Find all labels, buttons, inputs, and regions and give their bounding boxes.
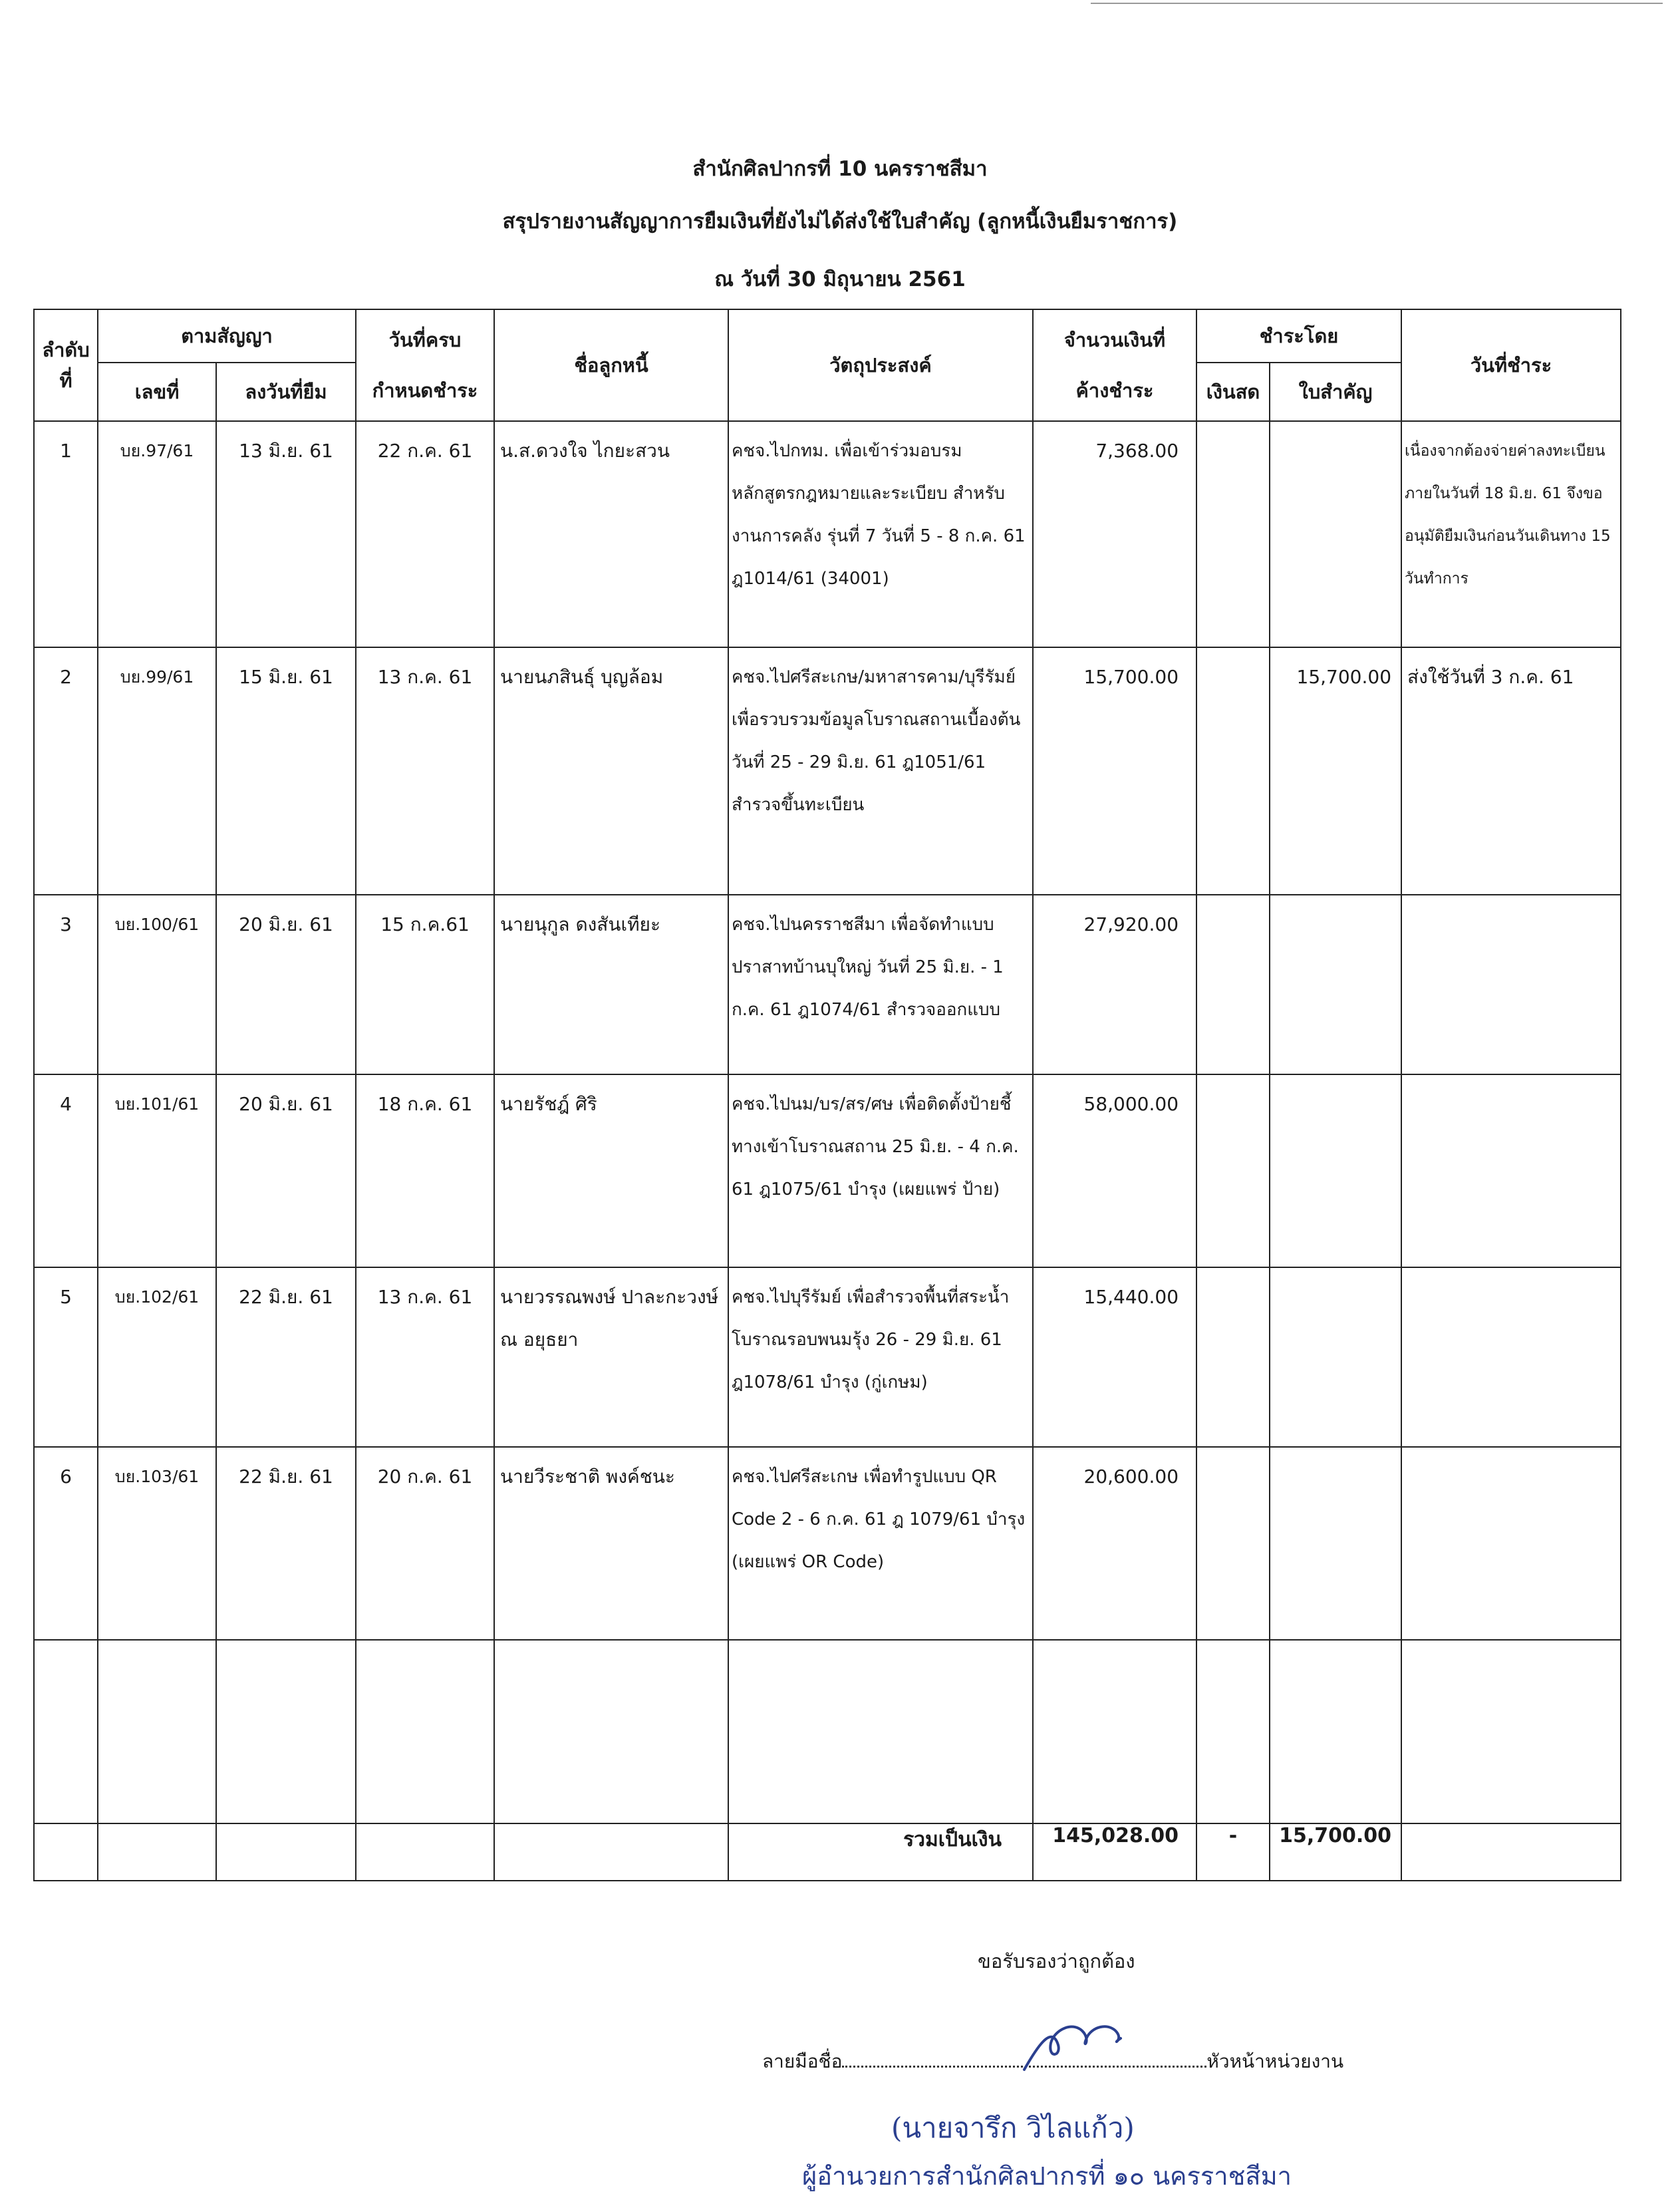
row-due-date: 15 ก.ค.61 [380, 913, 470, 935]
row-voucher [1270, 1075, 1401, 1088]
row-purpose: คชจ.ไปศรีสะเกษ/มหาสารคาม/บุรีรัมย์ เพื่อรวบรวมข้อมูลโบราณสถานเบื้องต้น วันที่ 25 - 29 มิ.ย. 61 ฎ1051/61 สำรวจขึ้นทะเบียน [732, 667, 1021, 815]
row-amount: 7,368.00 [1095, 440, 1179, 462]
report-title: สรุปรายงานสัญญาการยืมเงินที่ยังไม่ได้ส่งใช้ใบสำคัญ (ลูกหนี้เงินยืมราชการ) [502, 210, 1178, 234]
row-paid-date: เนื่องจากต้องจ่ายค่าลงทะเบียนภายในวันที่ 18 มิ.ย. 61 จึงขออนุมัติยืมเงินก่อนวันเดินทาง 15 วันทำการ [1405, 442, 1611, 587]
row-contract-date: 20 มิ.ย. 61 [239, 1093, 333, 1115]
row-paid-date [1402, 1075, 1620, 1088]
row-debtor: นายวีระชาติ พงค์ชนะ [500, 1466, 675, 1488]
header-contract-date: ลงวันที่ยืม [216, 363, 356, 421]
row-seq: 3 [60, 913, 72, 935]
header-purpose: วัตถุประสงค์ [728, 309, 1033, 421]
row-purpose: คชจ.ไปนม/บร/สร/ศษ เพื่อติดตั้งป้ายชี้ทางเข้าโบราณสถาน 25 มิ.ย. - 4 ก.ค. 61 ฎ1075/61 บำรุง (เผยแพร่ ป้าย) [732, 1094, 1019, 1199]
row-paid-date [1402, 1268, 1620, 1281]
header-paid-cash: เงินสด [1196, 363, 1270, 421]
row-purpose: คชจ.ไปนครราชสีมา เพื่อจัดทำแบบปราสาทบ้านบุใหญ่ วันที่ 25 มิ.ย. - 1 ก.ค. 61 ฎ1074/61 สำรวจออกแบบ [732, 915, 1004, 1020]
row-amount: 58,000.00 [1083, 1093, 1179, 1115]
signer-name: (นายจารึก วิไลแก้ว) [891, 2112, 1135, 2144]
row-contract-date: 20 มิ.ย. 61 [239, 913, 333, 935]
row-amount: 27,920.00 [1083, 913, 1179, 935]
row-cash [1197, 895, 1269, 909]
row-paid-date: ส่งใช้วันที่ 3 ก.ค. 61 [1407, 666, 1574, 688]
row-contract-no: บย.101/61 [114, 1094, 200, 1114]
signer-title: ผู้อำนวยการสำนักศิลปากรที่ ๑๐ นครราชสีมา [802, 2161, 1292, 2191]
table-row [34, 1447, 1621, 1640]
table-row [34, 1074, 1621, 1267]
sign-label: ลายมือชื่อ [762, 2050, 843, 2072]
row-cash [1197, 1448, 1269, 1461]
row-amount: 20,600.00 [1083, 1466, 1179, 1488]
row-seq: 4 [60, 1093, 72, 1115]
header-seq-bottom: ที่ [59, 369, 72, 392]
row-contract-date: 13 มิ.ย. 61 [239, 440, 333, 462]
header-due-top: วันที่ครบ [388, 329, 462, 351]
row-contract-date: 22 มิ.ย. 61 [239, 1286, 333, 1308]
certify-text: ขอรับรองว่าถูกต้อง [978, 1950, 1135, 1972]
row-paid-date [1402, 895, 1620, 909]
row-purpose: คชจ.ไปบุรีรัมย์ เพื่อสำรวจพื้นที่สระน้ำโบราณรอบพนมรุ้ง 26 - 29 มิ.ย. 61 ฎ1078/61 บำรุง (กู่เกษม) [732, 1287, 1010, 1392]
header-amount-bottom: ค้างชำระ [1075, 379, 1154, 402]
row-debtor: นายนุกูล ดงสันเทียะ [500, 913, 660, 935]
row-voucher: 15,700.00 [1296, 666, 1392, 688]
loan-summary-table [33, 309, 1621, 1881]
total-amount: 145,028.00 [1052, 1824, 1179, 1847]
row-due-date: 13 ก.ค. 61 [377, 1286, 473, 1308]
row-contract-date: 22 มิ.ย. 61 [239, 1466, 333, 1488]
header-paid-date: วันที่ชำระ [1401, 309, 1621, 421]
header-contract: ตามสัญญา [98, 309, 356, 363]
row-debtor: นายนภสินธุ์ บุญล้อม [500, 666, 664, 688]
row-debtor: นายวรรณพงษ์ ปาละกะวงษ์ ณ อยุธยา [500, 1286, 719, 1350]
row-seq: 6 [60, 1466, 72, 1488]
table-total-row [34, 1823, 1621, 1881]
row-due-date: 20 ก.ค. 61 [377, 1466, 473, 1488]
row-cash [1197, 648, 1269, 661]
total-cash: - [1228, 1824, 1238, 1847]
row-paid-date [1402, 1448, 1620, 1461]
row-contract-no: บย.102/61 [114, 1287, 200, 1307]
scan-artifact-line [1091, 3, 1663, 4]
handwritten-signature [1011, 2006, 1144, 2080]
header-contract-no: เลขที่ [98, 363, 216, 421]
header-due [356, 309, 494, 421]
row-due-date: 13 ก.ค. 61 [377, 666, 473, 688]
row-contract-date: 15 มิ.ย. 61 [239, 666, 333, 688]
row-contract-no: บย.99/61 [120, 667, 194, 687]
row-amount: 15,700.00 [1083, 666, 1179, 688]
header-debtor: ชื่อลูกหนี้ [494, 309, 728, 421]
row-seq: 5 [60, 1286, 72, 1308]
header-seq-top: ลำดับ [42, 339, 90, 361]
header-amount-top: จำนวนเงินที่ [1063, 329, 1166, 351]
row-due-date: 18 ก.ค. 61 [377, 1093, 473, 1115]
row-voucher [1270, 895, 1401, 909]
header-paid-by: ชำระโดย [1196, 309, 1401, 363]
header-due-bottom: กำหนดชำระ [372, 379, 478, 402]
report-date: ณ วันที่ 30 มิถุนายน 2561 [714, 267, 966, 291]
row-cash [1197, 1075, 1269, 1088]
row-contract-no: บย.97/61 [120, 441, 194, 460]
row-due-date: 22 ก.ค. 61 [377, 440, 473, 462]
row-voucher [1270, 1448, 1401, 1461]
header-paid-voucher: ใบสำคัญ [1270, 363, 1401, 421]
header-seq [34, 309, 98, 421]
row-contract-no: บย.100/61 [114, 915, 200, 934]
row-seq: 2 [60, 666, 72, 688]
table-row [34, 1267, 1621, 1447]
row-cash [1197, 422, 1269, 435]
table-row [34, 647, 1621, 895]
header-amount [1033, 309, 1196, 421]
row-purpose: คชจ.ไปศรีสะเกษ เพื่อทำรูปแบบ QR Code 2 - 6 ก.ค. 61 ฎ 1079/61 บำรุง (เผยแพร่ OR Code) [732, 1467, 1026, 1572]
row-cash [1197, 1268, 1269, 1281]
sign-role: หัวหน้าหน่วยงาน [1206, 2050, 1344, 2072]
row-voucher [1270, 422, 1401, 435]
row-debtor: นายรัชฎ์ ศิริ [500, 1093, 597, 1115]
row-debtor: น.ส.ดวงใจ ไกยะสวน [500, 440, 670, 462]
office-title: สำนักศิลปากรที่ 10 นครราชสีมา [692, 157, 988, 181]
table-row [34, 421, 1621, 647]
table-row [34, 895, 1621, 1074]
table-row-empty [34, 1640, 1621, 1823]
total-label: รวมเป็นเงิน [903, 1828, 1002, 1851]
row-contract-no: บย.103/61 [114, 1467, 200, 1486]
row-seq: 1 [60, 440, 72, 462]
total-voucher: 15,700.00 [1279, 1824, 1392, 1847]
row-amount: 15,440.00 [1083, 1286, 1179, 1308]
row-purpose: คชจ.ไปกทม. เพื่อเข้าร่วมอบรม หลักสูตรกฎหมายและระเบียบ สำหรับงานการคลัง รุ่นที่ 7 วันที่ 5 - 8 ก.ค. 61 ฎ1014/61 (34001) [732, 441, 1026, 589]
row-voucher [1270, 1268, 1401, 1281]
